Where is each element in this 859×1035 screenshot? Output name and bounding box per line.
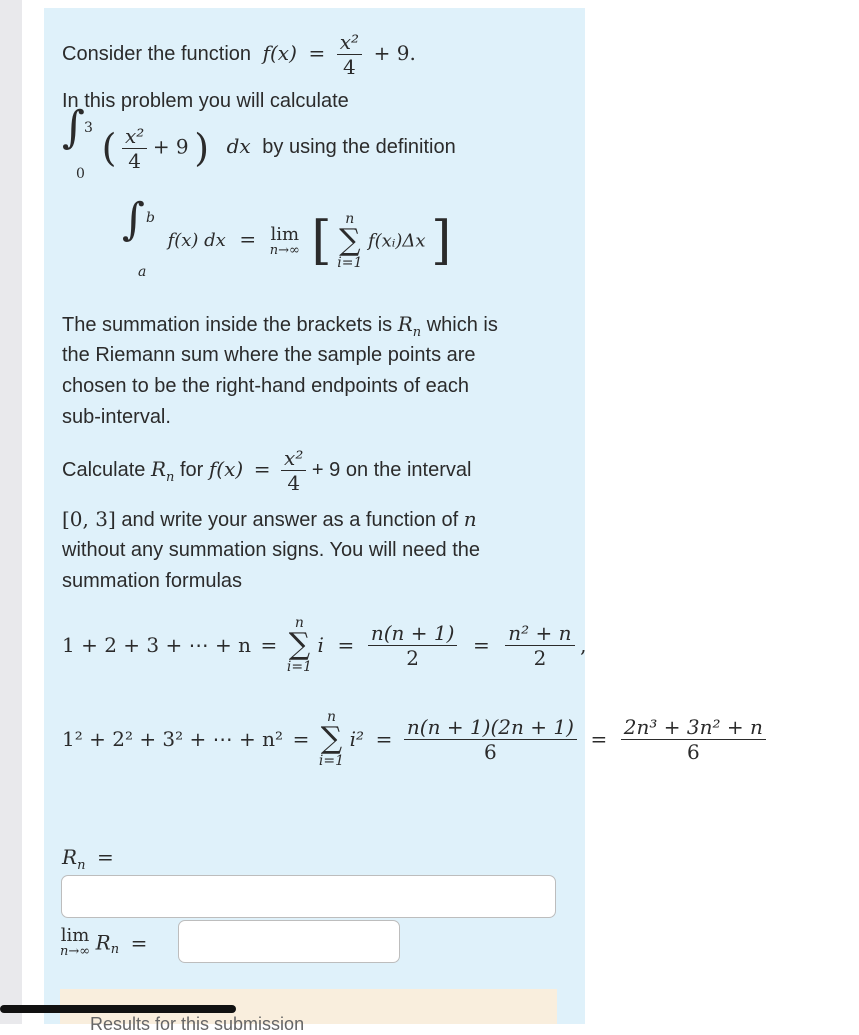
def-lower: a xyxy=(138,264,147,280)
formula1-num2: n² + n xyxy=(505,621,574,646)
integrand-plus: + 9 xyxy=(152,134,189,159)
def-equals: = xyxy=(239,227,257,252)
formula1-den1: 2 xyxy=(406,645,419,670)
rn-answer-input[interactable] xyxy=(61,875,556,918)
lim-rn-word: lim xyxy=(60,925,90,946)
calc-R: R xyxy=(150,456,167,481)
summation-text-c: which is xyxy=(426,314,498,336)
formula1-sum-bottom: i=1 xyxy=(286,659,312,675)
lim-answer-input[interactable] xyxy=(178,920,400,963)
calc-R-sub: n xyxy=(166,469,175,485)
summation-line-1 xyxy=(62,312,498,345)
formula2-sum-top: n xyxy=(326,709,336,725)
formula2-eq1: = xyxy=(292,727,310,751)
calculate-word: Calculate xyxy=(62,458,146,481)
dx: dx xyxy=(226,134,251,159)
integrand-den: 4 xyxy=(128,148,141,173)
left-gutter xyxy=(0,0,22,1024)
integral-line: ∫ 3 0 ( $\frac{\text{x²}}{4}$ + 9 ) dx by using the definition xyxy=(62,118,456,182)
fraction xyxy=(337,30,362,79)
summation-text-a: The summation inside the brackets is xyxy=(62,314,393,336)
formula1-eq1: = xyxy=(260,633,278,657)
sum-top: n xyxy=(345,211,355,227)
calculate-line-1 xyxy=(62,446,471,495)
def-upper: b xyxy=(146,210,155,226)
formula1-sum: n ∑ i=1 xyxy=(286,615,312,675)
formula2-eq3: = xyxy=(590,727,608,751)
equals-sign: = xyxy=(308,40,326,65)
calc-line2: and write your answer as a function of xyxy=(121,509,459,531)
definition-formula: ∫ b a f(x) dx = lim n→∞ [ n ∑ i=1 f(xᵢ)Δx ] xyxy=(122,206,451,286)
fraction-den: 4 xyxy=(343,55,356,79)
formula2-frac2 xyxy=(621,715,766,764)
formula-2 xyxy=(62,710,766,790)
lim-sub: n→∞ xyxy=(269,242,300,258)
calculate-line-4: summation formulas xyxy=(62,570,243,592)
formula1-frac2 xyxy=(505,621,574,670)
rn-label xyxy=(62,845,114,878)
sum-term: f(xᵢ)Δx xyxy=(367,230,426,252)
sum-bottom: i=1 xyxy=(337,255,363,271)
formula2-sum-bottom: i=1 xyxy=(318,753,345,769)
lim-rn-sub: n→∞ xyxy=(60,944,91,959)
lim-rn-label xyxy=(60,927,147,962)
formula1-lhs: 1 + 2 + 3 + ⋯ + n xyxy=(62,633,251,657)
horizontal-scrollbar[interactable] xyxy=(0,1005,236,1013)
calc-interval: [0, 3] xyxy=(62,507,116,531)
upper-limit: 3 xyxy=(84,120,93,136)
formula2-den2: 6 xyxy=(686,739,700,764)
R-symbol: R xyxy=(397,312,413,336)
calc-num: x² xyxy=(281,446,306,471)
f-of-x: f(x) xyxy=(262,40,297,65)
integrand-num: x² xyxy=(122,124,147,149)
formula1-frac1 xyxy=(368,621,458,670)
calc-n: n xyxy=(463,507,477,531)
def-sum: n ∑ i=1 xyxy=(337,211,363,271)
R-sub: n xyxy=(412,325,422,340)
definition-integral: ∫ b a xyxy=(122,206,152,276)
lim-word: lim xyxy=(270,223,300,245)
lower-limit: 0 xyxy=(76,166,85,182)
formula1-eq2: = xyxy=(337,633,355,657)
intro-line xyxy=(62,30,416,79)
formula2-sum: n ∑ i=1 xyxy=(318,709,345,769)
calc-den: 4 xyxy=(287,471,301,495)
formula1-eq3: = xyxy=(472,633,490,657)
formula2-term: i² xyxy=(349,727,365,751)
fraction-num: x² xyxy=(337,30,362,55)
summation-line-2: the Riemann sum where the sample points are xyxy=(62,344,476,366)
calculate-line-3: without any summation signs. You will need the xyxy=(62,539,481,561)
lim-R-sub: n xyxy=(110,941,120,957)
def-fx: f(x) dx xyxy=(167,230,226,252)
formula2-eq2: = xyxy=(375,727,393,751)
formula1-den2: 2 xyxy=(533,645,547,670)
definition-text: by using the definition xyxy=(262,136,456,159)
plus-nine: + 9. xyxy=(373,40,416,65)
feedback-text: Results for this submission xyxy=(90,1014,305,1034)
intro-line-2: In this problem you will calculate xyxy=(62,90,349,112)
lim-rn-limit xyxy=(60,927,90,958)
intro-text: Consider the function xyxy=(62,42,252,65)
formula2-num1: n(n + 1)(2n + 1) xyxy=(404,715,577,740)
calc-fraction xyxy=(281,446,306,495)
formula1-comma: , xyxy=(580,633,587,657)
calc-for: for xyxy=(179,458,204,481)
summation-line-3: chosen to be the right-hand endpoints of each xyxy=(62,375,469,397)
formula2-lhs: 1² + 2² + 3² + ⋯ + n² xyxy=(62,727,284,751)
formula1-sum-top: n xyxy=(294,615,304,631)
integrand-fraction xyxy=(122,124,147,173)
formula2-frac1 xyxy=(404,715,577,764)
formula1-term: i xyxy=(317,633,324,657)
formula2-den1: 6 xyxy=(484,739,497,764)
def-limit xyxy=(269,223,300,258)
formula2-num2: 2n³ + 3n² + n xyxy=(621,715,766,740)
calculate-line-2 xyxy=(62,507,477,532)
lim-R: R xyxy=(95,930,111,955)
calc-rest: + 9 on the interval xyxy=(311,458,472,481)
rn-R: R xyxy=(62,845,78,869)
integral-sign: ∫ 3 0 xyxy=(62,118,88,178)
rn-eq: = xyxy=(97,845,114,869)
summation-line-4: sub-interval. xyxy=(62,406,171,428)
rn-sub: n xyxy=(77,858,86,873)
calc-fx: f(x) xyxy=(208,456,244,481)
lim-eq: = xyxy=(130,930,148,955)
calc-eq: = xyxy=(253,456,271,481)
formula1-num1: n(n + 1) xyxy=(368,621,458,646)
formula-1 xyxy=(62,616,586,692)
